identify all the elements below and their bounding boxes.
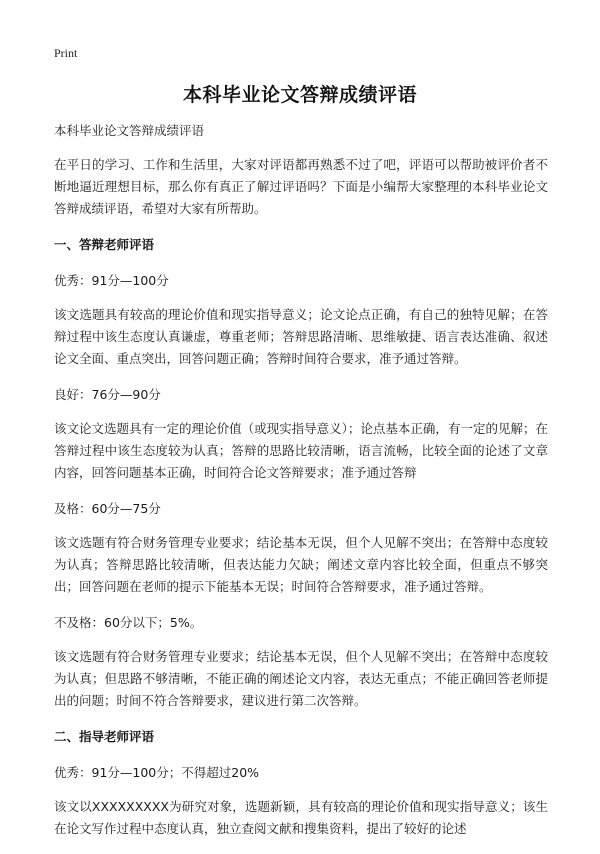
section-advisor: [54, 726, 548, 840]
grade-fail: 不及格：60分以下；5%。: [54, 615, 203, 630]
comment-pass: 该文选题有符合财务管理专业要求；结论基本无误，但个人见解不突出；在答辩中态度较为认真；答辩思路比较清晰，但表达能力欠缺；阐述文章内容比较全面，但重点不够突出；回答问题在老师的提示下能基本无误；时间符合答辩要求，准予通过答辩。: [54, 535, 548, 594]
section-defense-teacher: [54, 234, 548, 712]
grade-good: 良好：76分—90分: [54, 387, 161, 402]
comment-excellent: 该文以XXXXXXXXX为研究对象，选题新颖，具有较高的理论价值和现实指导意义；该生在论文写作过程中态度认真，独立查阅文献和搜集资料，提出了较好的论述: [54, 799, 548, 836]
grade-excellent: 优秀：91分—100分: [54, 273, 169, 288]
comment-good: 该文论文选题具有一定的理论价值（或现实指导意义）；论点基本正确，有一定的见解；在答辩过程中该生态度较为认真；答辩的思路比较清晰，语言流畅，比较全面的论述了文章内容，回答问题基本正确，时间符合论文答辩要求；准予通过答辩: [54, 421, 548, 480]
comment-fail: 该文选题有符合财务管理专业要求；结论基本无误，但个人见解不突出；在答辩中态度较为认真；但思路不够清晰，不能正确的阐述论文内容，表达无重点；不能正确回答老师提出的问题；时间不符合答辩要求，建议进行第二次答辩。: [54, 649, 548, 708]
section-heading: 二、指导老师评语: [54, 729, 155, 744]
document-subtitle: 本科毕业论文答辩成绩评语: [54, 123, 205, 138]
grade-pass: 及格：60分—75分: [54, 501, 161, 516]
document-body: [54, 120, 548, 854]
intro-paragraph: 在平日的学习、工作和生活里，大家对评语都再熟悉不过了吧，评语可以帮助被评价者不断地逼近理想目标，那么你有真正了解过评语吗？下面是小编帮大家整理的本科毕业论文答辩成绩评语，希望对大家有所帮助。: [54, 157, 548, 216]
print-link[interactable]: Print: [54, 46, 78, 60]
comment-excellent: 该文选题具有较高的理论价值和现实指导意义；论文论点正确，有自己的独特见解；在答辩过程中该生态度认真谦虚，尊重老师；答辩思路清晰、思维敏捷、语言表达准确、叙述论文全面、重点突出，回答问题正确；答辩时间符合要求，准予通过答辩。: [54, 307, 548, 366]
section-heading: 一、答辩老师评语: [54, 237, 155, 252]
grade-excellent: 优秀：91分—100分；不得超过20%: [54, 765, 260, 780]
page-title: 本科毕业论文答辩成绩评语: [182, 84, 417, 106]
